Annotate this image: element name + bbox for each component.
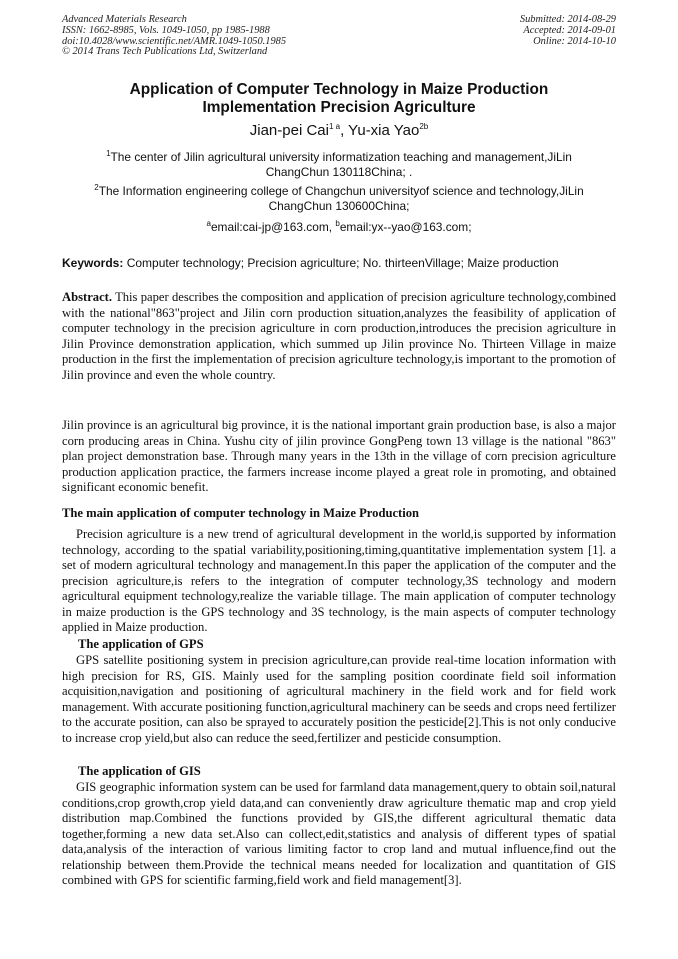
submitted-date: Submitted: 2014-08-29 bbox=[519, 14, 616, 25]
journal-header-right bbox=[520, 15, 616, 47]
affiliation-1-line-1: The center of Jilin agricultural university informatization teaching and management,JiLin bbox=[110, 150, 572, 164]
author-1-affiliation: 1 a bbox=[328, 122, 341, 131]
keywords-label: Keywords: bbox=[62, 256, 124, 270]
email-b: email:yx--yao@163.com; bbox=[339, 220, 472, 234]
journal-header-left bbox=[62, 15, 286, 58]
paper-title bbox=[62, 81, 616, 116]
affiliation-2 bbox=[62, 184, 616, 214]
section-heading-main: The main application of computer technology in Maize Production bbox=[62, 506, 420, 520]
affiliation-1 bbox=[62, 150, 616, 180]
email-b-marker: b bbox=[335, 219, 340, 229]
section-main-paragraph: Precision agriculture is a new trend of agricultural development in the world,is supported by information technology, according to the spatial variability,positioning,timing,quantitative implementation system [1]. a set of modern agricultural technology and management.In this paper the application of the computer and the precision agriculture,is refers to the integration of computer technology,3S technology and modern agricultural equipment technology,realize the variable tillage. The main application of computer technology in maize production is the GPS technology and 3S technology, is the main aspects of computer technology applied in Maize production. bbox=[62, 527, 616, 634]
affiliation-1-marker: 1 bbox=[106, 149, 111, 159]
subsection-heading-gis: The application of GIS bbox=[78, 764, 201, 778]
subsection-heading-gps: The application of GPS bbox=[78, 637, 204, 651]
author-2-affiliation: 2b bbox=[419, 122, 429, 131]
intro-paragraph: Jilin province is an agricultural big province, it is the national important grain production base, is also a major corn producing areas in China. Yushu city of jilin province GongPeng town 13 village is the national "863" plan project demonstration base. Through many years in the 13th in the village of corn precision agriculture production application practice, the farmers increase income played a great role in promoting, and obtained significant economic benefit. bbox=[62, 418, 616, 494]
subsection-gps-paragraph: GPS satellite positioning system in precision agriculture,can provide real-time location information with high precision for RS, GIS. Mainly used for the sampling position coordinate field soil information acquisition,navigation and positioning of agricultural machinery in the field work and for field work management. With accurate positioning function,agricultural machinery can be seeds and crops need fertilizer to the accurate position, can also be sprayed to accurately position the pesticide[2].This is not only conducive to increase crop yield,but also can reduce the seed,fertilizer and pesticide consumption. bbox=[62, 653, 616, 745]
online-date: Online: 2014-10-10 bbox=[533, 35, 616, 47]
journal-name: Advanced Materials Research bbox=[62, 14, 187, 25]
accepted-date: Accepted: 2014-09-01 bbox=[523, 24, 616, 36]
email-a-marker: a bbox=[206, 219, 211, 229]
abstract-label: Abstract. bbox=[62, 290, 113, 304]
author-2: Yu-xia Yao bbox=[348, 122, 420, 139]
copyright-line: © 2014 Trans Tech Publications Ltd, Switzerland bbox=[62, 46, 268, 58]
keywords bbox=[62, 256, 622, 271]
keywords-text: Computer technology; Precision agriculture; No. thirteenVillage; Maize production bbox=[123, 256, 559, 270]
author-separator: , bbox=[340, 122, 349, 139]
affiliation-2-line-1: The Information engineering college of Changchun universityof science and technology,JiLin bbox=[98, 184, 584, 198]
author-list bbox=[62, 122, 616, 140]
affiliation-2-marker: 2 bbox=[94, 183, 99, 193]
author-emails bbox=[62, 220, 616, 235]
email-a: email:cai-jp@163.com, bbox=[210, 220, 336, 234]
author-1: Jian-pei Cai bbox=[249, 122, 329, 139]
affiliation-1-line-2: ChangChun 130118China; . bbox=[265, 165, 413, 179]
title-line-1: Application of Computer Technology in Maize Production bbox=[129, 81, 549, 98]
issn-line: ISSN: 1662-8985, Vols. 1049-1050, pp 1985-1988 bbox=[62, 24, 270, 36]
title-line-2: Implementation Precision Agriculture bbox=[202, 98, 476, 116]
abstract bbox=[62, 290, 616, 383]
doi-line: doi:10.4028/www.scientific.net/AMR.1049-1050.1985 bbox=[62, 35, 287, 47]
subsection-gis-paragraph: GIS geographic information system can be used for farmland data management,query to obtain soil,natural conditions,crop growth,crop yield data,and can conveniently draw agriculture thematic map and crop yield distribution map.Combined the functions provided by GIS,the different agricultural thematic data together,forming a new data set.Also can collect,edit,statistics and analysis of different types of spatial data,analysis of the interaction of various limiting factor to crop land and mutual influence,find out the relationship between them.Provide the technical means needed for localization and quantitation of GIS combined with GPS for scientific farming,field work and field management[3]. bbox=[62, 780, 616, 887]
affiliation-2-line-2: ChangChun 130600China; bbox=[268, 199, 410, 213]
abstract-text: This paper describes the composition and application of precision agriculture technology,combined with the national"863"project and Jilin corn production situation,analyzes the feasibility of application of computer technology in the precision agriculture in corn production,introduces the precision agriculture in Jilin Province demonstration application, which summed up Jilin province No. Thirteen Village in maize production in the first the implementation of precision agriculture technology,is important to the promotion of Jilin province and even the whole country. bbox=[62, 290, 616, 382]
